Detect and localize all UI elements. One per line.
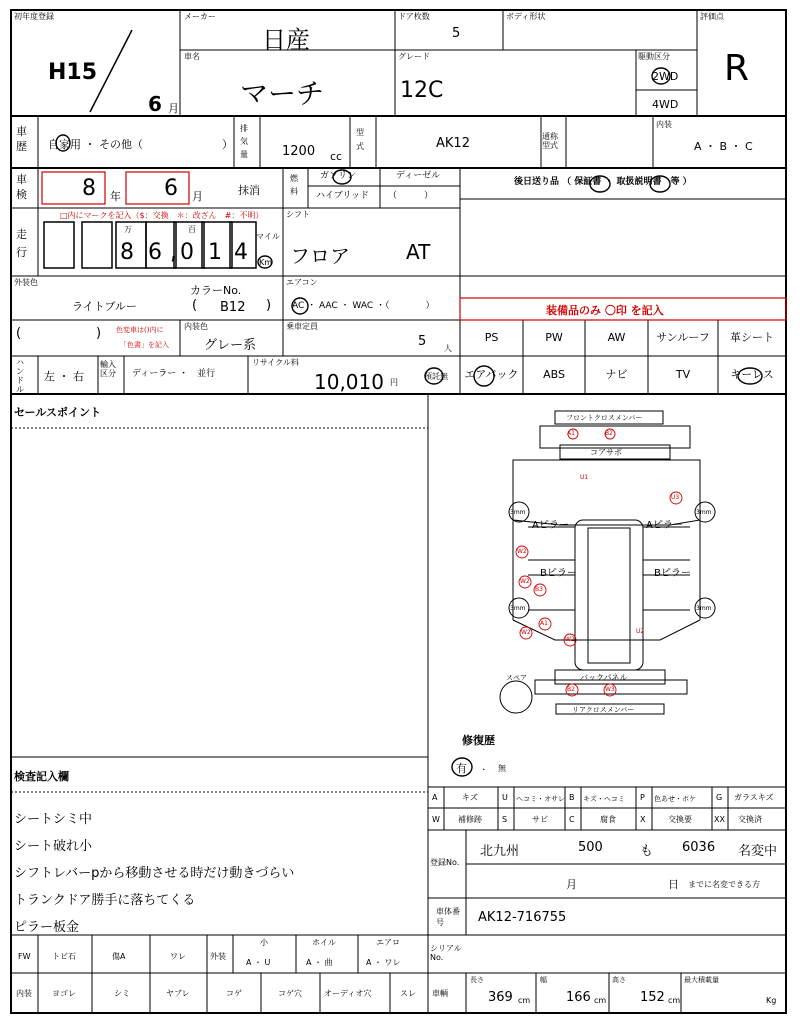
capacity-value: 5 — [418, 334, 427, 349]
first-reg-label: 初年度登録 — [14, 12, 54, 21]
int-item: オーディオ穴 — [324, 989, 372, 998]
reg-region: 北九州 — [480, 844, 520, 859]
int-item: ヨゴレ — [52, 989, 76, 998]
reg-month: 6 — [148, 92, 162, 116]
legend-desc: 腐食 — [600, 815, 616, 824]
equip-keyless: キーレス — [730, 368, 774, 381]
fw-item: 傷A — [112, 952, 126, 961]
history-close: ） — [222, 138, 233, 151]
erased-label: 抹消 — [238, 184, 260, 197]
reg-kana: も — [640, 844, 654, 859]
month-unit: 月 — [192, 190, 203, 203]
interior-label: 内装 — [656, 120, 672, 129]
inspection-note: ピラー板金 — [14, 920, 80, 935]
deadline-text: までに名変できる方 — [688, 880, 760, 889]
transmission: AT — [406, 240, 431, 264]
b-pillar-right: Bピラー — [654, 568, 691, 579]
repair-dot: . — [482, 760, 486, 773]
mile-label: マイル — [256, 232, 280, 241]
equip-sunroof: サンルーフ — [656, 331, 710, 344]
odometer-digit-3: 0 — [180, 240, 194, 265]
docs-text: 後日送り品 （ 保証書 ・ 取扱説明書 等 ） — [514, 177, 692, 187]
fw-label: FW — [18, 952, 31, 961]
legend-code: B — [569, 793, 575, 802]
height-unit: cm — [668, 996, 681, 1005]
deadline-month: 月 — [566, 878, 577, 891]
color-no-value: B12 — [220, 300, 246, 315]
unit-hyaku: 百 — [188, 225, 196, 234]
legend-desc: ヘコミ・オサレ — [516, 795, 565, 803]
color-change-close: ) — [96, 326, 102, 341]
repair-no: 無 — [498, 764, 506, 773]
doors-value: 5 — [452, 26, 461, 41]
width-unit: cm — [594, 996, 607, 1005]
fuel-other: （ ） — [388, 191, 434, 201]
type-label: 型式 — [356, 128, 364, 151]
inspection-month: 6 — [164, 176, 178, 201]
legend-desc: キズ・ヘコミ — [583, 795, 625, 803]
max-load-unit: Kg — [766, 996, 777, 1005]
reg-month-unit: 月 — [168, 102, 179, 115]
int-item: コゲ — [226, 989, 242, 998]
maker: 日産 — [262, 26, 310, 54]
ext-color-label: 外装色 — [14, 278, 38, 287]
length-label: 長さ — [470, 976, 484, 984]
equip-pw: PW — [545, 331, 563, 344]
spare-label: スペア — [506, 674, 527, 682]
ext-sub-wheel: ホイル — [312, 938, 336, 947]
ext-vals-small: A ・ U — [246, 958, 271, 967]
handle-value: 左 ・ 右 — [44, 370, 84, 383]
ext-vals-wheel: A ・ 曲 — [306, 958, 333, 967]
chassis-label: 車体番号 — [436, 907, 460, 927]
ext-sub-small: 小 — [260, 938, 268, 947]
aircon-label: エアコン — [286, 278, 318, 287]
inspection-notes-label: 検査記入欄 — [14, 770, 69, 783]
legend-desc: キズ — [462, 793, 478, 802]
max-load-label: 最大積載量 — [684, 976, 719, 984]
fuel-label: 燃料 — [290, 174, 298, 196]
equip-ps: PS — [484, 331, 499, 344]
reg-number: 6036 — [682, 840, 716, 855]
km-label: Km — [259, 258, 273, 267]
inspection-label: 車検 — [16, 173, 27, 201]
legend-code: A — [432, 793, 438, 802]
maker-label: メーカー — [184, 12, 216, 21]
equip-abs: ABS — [543, 368, 565, 381]
b-pillar-left: Bピラー — [540, 568, 577, 579]
tire-depth-rl: 3mm — [510, 605, 526, 612]
width-label: 幅 — [540, 976, 547, 984]
damage-mark: B3 — [535, 586, 543, 593]
damage-mark: B2 — [605, 430, 613, 437]
odometer-digit-1: 8 — [120, 240, 134, 265]
legend-code: XX — [714, 815, 725, 824]
recycle-status: 預託無 — [424, 372, 448, 381]
inspection-year: 8 — [82, 176, 96, 201]
color-change-open: ( — [16, 326, 22, 341]
interior-grades: A ・ B ・ C — [694, 140, 753, 153]
legend-desc: 交換済 — [738, 815, 762, 824]
grade-value: 12C — [400, 78, 444, 103]
height-value: 152 — [640, 990, 665, 1005]
fuel-gas: ガソリン — [320, 171, 357, 181]
year-unit: 年 — [110, 190, 121, 203]
equip-airbag: エアバック — [464, 368, 519, 381]
int-label: 内装 — [16, 989, 32, 998]
type-value: AK12 — [436, 136, 470, 151]
width-value: 166 — [566, 990, 591, 1005]
equip-tv: TV — [675, 368, 691, 381]
damage-mark: U3 — [671, 494, 680, 501]
chassis-value: AK12-716755 — [478, 910, 567, 925]
equip-navi: ナビ — [605, 368, 628, 381]
doors-label: ドア枚数 — [398, 12, 430, 21]
damage-mark: W2 — [565, 636, 575, 643]
int-item: コゲ穴 — [278, 989, 302, 998]
deadline-day: 日 — [668, 878, 679, 891]
displacement-label: 排気量 — [240, 124, 248, 159]
reg-no-label: 登録No. — [430, 858, 460, 867]
legend-code: P — [640, 793, 645, 802]
damage-mark: W3 — [605, 686, 615, 693]
capacity-label: 乗車定員 — [286, 322, 318, 331]
history-label: 車歴 — [16, 125, 27, 153]
color-change-note-1: 色変車は()内に — [116, 326, 164, 334]
serial-label: シリアルNo. — [430, 944, 462, 962]
shift-label: シフト — [286, 210, 310, 219]
displacement-value: 1200 — [282, 144, 316, 159]
odometer-digit-4: 1 — [208, 240, 222, 265]
int-item: スレ — [400, 989, 416, 998]
color-no-open: ( — [192, 298, 198, 313]
legend-code: W — [432, 815, 440, 824]
rating-label: 評価点 — [700, 12, 724, 21]
fw-item: ワレ — [170, 952, 186, 961]
damage-mark: W2 — [517, 548, 527, 555]
legend-desc: ガラスキズ — [734, 793, 774, 802]
era-year: H15 — [48, 60, 98, 85]
height-label: 高さ — [612, 976, 626, 984]
damage-mark: U2 — [636, 628, 645, 635]
damage-mark: W2 — [520, 578, 530, 585]
capacity-unit: 人 — [444, 344, 452, 353]
color-no-label: カラーNo. — [190, 284, 242, 297]
tire-depth-fl: 3mm — [510, 509, 526, 516]
grade-label: グレード — [398, 52, 430, 61]
common-type-label: 通称型式 — [542, 132, 558, 150]
drive-label: 駆動区分 — [638, 52, 670, 61]
model-name-label: 車名 — [184, 52, 200, 61]
reg-class: 500 — [578, 840, 603, 855]
recycle-fee: 10,010 — [314, 370, 384, 394]
color-no-close: ) — [266, 298, 272, 313]
odometer-comma: , — [170, 240, 177, 265]
legend-desc: サビ — [532, 815, 548, 824]
dimensions-label: 車輌 — [432, 989, 448, 998]
odometer-digit-5: 4 — [234, 240, 248, 265]
equipment-header: 装備品のみ 〇印 を記入 — [546, 304, 664, 317]
fuel-diesel: ディーゼル — [396, 171, 441, 181]
ext-color-value: ライトブルー — [72, 300, 137, 313]
inspection-note: シート破れ小 — [14, 839, 93, 854]
name-change: 名変中 — [738, 844, 778, 859]
ext-vals-aero: A ・ ワレ — [366, 958, 401, 967]
legend-desc: 交換要 — [668, 815, 692, 824]
ext-sub-aero: エアロ — [376, 938, 400, 947]
tire-depth-rr: 3mm — [696, 605, 712, 612]
core-support-label: コアサポ — [590, 448, 622, 457]
legend-code: U — [502, 793, 508, 802]
drive-2wd: 2WD — [652, 70, 679, 83]
back-panel-label: バックパネル — [580, 673, 628, 682]
damage-mark: A1 — [567, 430, 575, 437]
recycle-unit: 円 — [390, 378, 398, 387]
length-unit: cm — [518, 996, 531, 1005]
damage-mark: B2 — [567, 686, 575, 693]
displacement-unit: cc — [330, 150, 343, 163]
exterior-label: 外装 — [210, 952, 226, 961]
equip-aw: AW — [607, 331, 626, 344]
odometer-digit-2: 6 — [148, 240, 162, 265]
history-value: 自家用 ・ その他（ — [48, 138, 143, 151]
legend-desc: 補修跡 — [458, 815, 482, 824]
recycle-label: リサイクル料 — [252, 358, 299, 367]
int-item: ヤブレ — [166, 989, 190, 998]
int-color-label: 内装色 — [184, 322, 208, 331]
color-change-note-2: 「色書」を記入 — [120, 341, 169, 349]
legend-code: G — [716, 793, 723, 802]
inspection-note: シートシミ中 — [14, 812, 93, 827]
model-name: マーチ — [240, 77, 325, 110]
legend-code: S — [502, 815, 508, 824]
int-color-value: グレー系 — [204, 338, 257, 353]
legend-desc: 色あせ・ボケ — [654, 795, 696, 803]
legend-code: X — [640, 815, 646, 824]
repair-yes: 有 — [456, 762, 467, 775]
damage-mark: A1 — [540, 620, 548, 627]
a-pillar-right: Aピラー — [646, 520, 683, 531]
tire-depth-fr: 3mm — [696, 509, 712, 516]
length-value: 369 — [488, 990, 513, 1005]
handle-label: ハンドル — [16, 358, 24, 394]
shift-value: フロア — [290, 244, 350, 268]
import-label: 輸入区分 — [100, 360, 116, 378]
body-label: ボディ形状 — [506, 12, 546, 21]
int-item: シミ — [114, 989, 130, 998]
drive-4wd: 4WD — [652, 98, 679, 111]
inspection-note: トランクドア勝手に落ちてくる — [14, 893, 196, 908]
rating-value: R — [724, 48, 750, 89]
damage-mark: U1 — [580, 474, 589, 481]
repair-label: 修復歴 — [462, 734, 495, 747]
a-pillar-left: Aピラー — [532, 520, 569, 531]
fuel-hybrid: ハイブリッド — [316, 191, 370, 201]
mileage-label: 走行 — [16, 228, 27, 259]
mileage-note: □内にマークを記入（$：交換 ＊：改ざん #：不明） — [60, 211, 264, 220]
equip-leather: 革シート — [730, 331, 774, 344]
front-member-label: フロントクロスメンバー — [566, 414, 643, 422]
rear-member-label: リアクロスメンバー — [572, 706, 635, 714]
inspection-notes-list — [14, 806, 294, 941]
aircon-options: AC ・ AAC ・ WAC ・（ ） — [292, 301, 435, 311]
unit-man: 万 — [124, 225, 132, 234]
damage-mark: W2 — [521, 629, 531, 636]
inspection-note: シフトレバーpから移動させる時だけ動きづらい — [14, 866, 295, 881]
legend-code: C — [569, 815, 575, 824]
sales-points-label: セールスポイント — [14, 406, 102, 419]
fw-item: トビ石 — [52, 952, 76, 961]
import-value: ディーラー ・ 並行 — [132, 369, 216, 379]
